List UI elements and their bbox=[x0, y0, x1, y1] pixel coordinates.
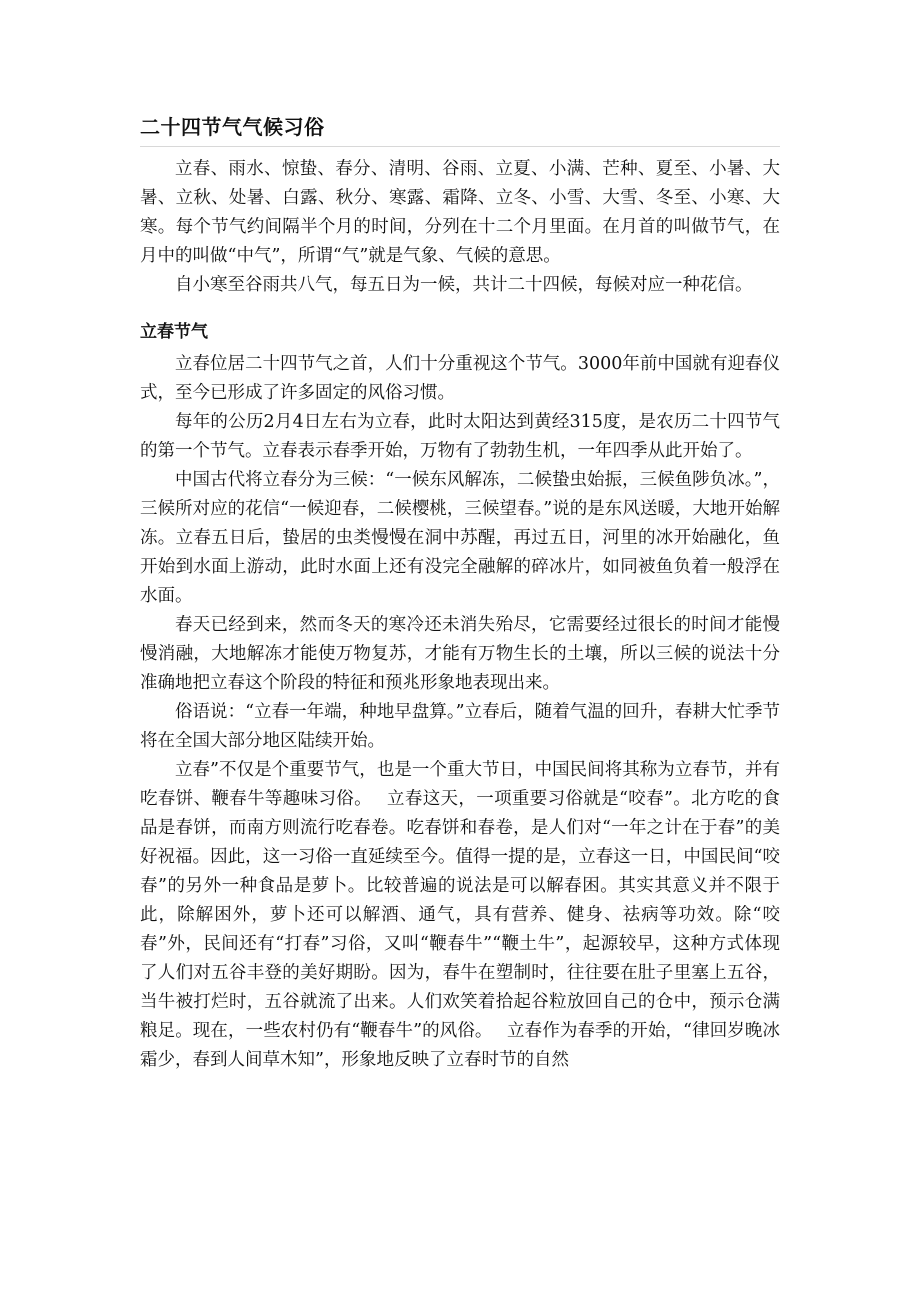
section-paragraph: 中国古代将立春分为三候：“一候东风解冻，二候蛰虫始振，三候鱼陟负冰。”，三候所对应的花信“一候迎春，二候樱桃，三候望春。”说的是东风送暖，大地开始解冻。立春五日后，蛰居的虫类慢慢在洞中苏醒，再过五日，河里的冰开始融化，鱼开始到水面上游动，此时水面上还有没完全融解的碎冰片，如同被鱼负着一般浮在水面。 bbox=[140, 470, 780, 606]
section-paragraph: 每年的公历2月4日左右为立春，此时太阳达到黄经315度，是农历二十四节气的第一个节气。立春表示春季开始，万物有了勃勃生机，一年四季从此开始了。 bbox=[140, 412, 780, 461]
document-title: 二十四节气气候习俗 bbox=[140, 112, 780, 147]
section-paragraph: 立春位居二十四节气之首，人们十分重视这个节气。3000年前中国就有迎春仪式，至今已形成了许多固定的风俗习惯。 bbox=[140, 354, 780, 403]
intro-paragraph: 自小寒至谷雨共八气，每五日为一候，共计二十四候，每候对应一种花信。 bbox=[175, 275, 753, 295]
section-paragraph: 春天已经到来，然而冬天的寒冷还未消失殆尽，它需要经过很长的时间才能慢慢消融，大地解冻才能使万物复苏，才能有万物生长的土壤，所以三候的说法十分准确地把立春这个阶段的特征和预兆形象地表现出来。 bbox=[140, 615, 780, 693]
section-paragraph: 立春”不仅是个重要节气，也是一个重大节日，中国民间将其称为立春节，并有吃春饼、鞭春牛等趣味习俗。 立春这天，一项重要习俗就是“咬春”。北方吃的食品是春饼，而南方则流行吃春卷。吃春饼和春卷，是人们对“一年之计在于春”的美好祝福。因此，这一习俗一直延续至今。值得一提的是，立春这一日，中国民间“咬春”的另外一种食品是萝卜。比较普遍的说法是可以解春困。其实其意义并不限于此，除解困外，萝卜还可以解酒、通气，具有营养、健身、祛病等功效。除“咬春”外，民间还有“打春”习俗，又叫“鞭春牛”“鞭土牛”，起源较早，这种方式体现了人们对五谷丰登的美好期盼。因为，春牛在塑制时，往往要在肚子里塞上五谷，当牛被打烂时，五谷就流了出来。人们欢笑着拾起谷粒放回自己的仓中，预示仓满粮足。现在，一些农村仍有“鞭春牛”的风俗。 立春作为春季的开始，“律回岁晚冰霜少，春到人间草木知”，形象地反映了立春时节的自然 bbox=[140, 760, 780, 1070]
document-page bbox=[140, 112, 780, 1075]
section-paragraph: 俗语说：“立春一年端，种地早盘算。”立春后，随着气温的回升，春耕大忙季节将在全国大部分地区陆续开始。 bbox=[140, 702, 780, 751]
intro-section bbox=[140, 155, 780, 300]
section-heading: 立春节气 bbox=[140, 322, 208, 342]
intro-paragraph: 立春、雨水、惊蛰、春分、清明、谷雨、立夏、小满、芒种、夏至、小暑、大暑、立秋、处暑、白露、秋分、寒露、霜降、立冬、小雪、大雪、冬至、小寒、大寒。每个节气约间隔半个月的时间，分列在十二个月里面。在月首的叫做节气，在月中的叫做“中气”，所谓“气”就是气象、气候的意思。 bbox=[140, 159, 780, 266]
section-body bbox=[140, 350, 780, 1075]
